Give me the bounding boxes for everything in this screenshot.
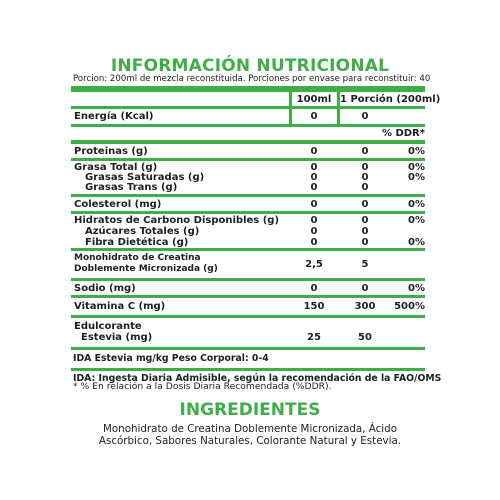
- row-value-100ml: 0: [310, 199, 318, 210]
- ddr-header: % DDR*: [381, 128, 425, 139]
- nutrition-table: [71, 86, 442, 384]
- row-label: Energía (Kcal): [74, 111, 154, 122]
- row-value-ddr: 0%: [408, 146, 425, 157]
- divider: [71, 248, 425, 251]
- row-value-100ml: 25: [307, 332, 321, 343]
- row-value-100ml: 0: [310, 283, 318, 294]
- row-value-serving: 0: [361, 215, 369, 226]
- row-value-100ml: 0: [310, 215, 318, 226]
- row-value-100ml: 0: [310, 226, 318, 237]
- ida-definition-note: IDA: Ingesta Diaria Admisible, según la recomendación de la FAO/OMS: [73, 373, 442, 384]
- row-label: Hidratos de Carbono Disponibles (g): [74, 215, 280, 226]
- divider: [71, 158, 425, 161]
- row-value-100ml: 0: [310, 146, 318, 157]
- row-label: Grasas Saturadas (g): [85, 172, 205, 183]
- divider: [71, 368, 425, 371]
- row-value-ddr: 500%: [394, 301, 425, 312]
- row-label: Grasa Total (g): [74, 162, 158, 173]
- column-header-serving: 1 Porción (200ml): [340, 94, 441, 105]
- row-value-serving: 0: [361, 226, 369, 237]
- row-value-100ml: 0: [310, 237, 318, 248]
- row-value-ddr: 0%: [408, 237, 425, 248]
- row-value-ddr: 0%: [408, 172, 425, 183]
- serving-info: Porcion: 200ml de mezcla reconstituida. Porciones por envase para reconstituir: 40: [73, 74, 431, 84]
- row-label: Azúcares Totales (g): [85, 226, 200, 237]
- row-value-100ml: 0: [310, 172, 318, 183]
- row-value-100ml: 0: [310, 182, 318, 193]
- ida-estevia-note: IDA Estevia mg/kg Peso Corporal: 0-4: [73, 353, 269, 364]
- ingredients-line: Monohidrato de Creatina Doblemente Micronizada, Ácido: [102, 423, 397, 435]
- row-label: Colesterol (mg): [74, 199, 162, 210]
- row-label: Vitamina C (mg): [74, 301, 166, 312]
- row-label: Fibra Dietética (g): [85, 237, 189, 248]
- row-value-100ml: 0: [310, 111, 318, 122]
- divider: [71, 194, 425, 197]
- row-label-line2: Estevia (mg): [81, 332, 153, 343]
- row-value-serving: 0: [361, 172, 369, 183]
- row-label: Sodio (mg): [74, 283, 136, 294]
- row-value-serving: 5: [361, 259, 369, 270]
- row-value-100ml: 0: [310, 162, 318, 173]
- column-header-100ml: 100ml: [296, 94, 332, 105]
- row-value-serving: 0: [361, 182, 369, 193]
- divider: [71, 315, 425, 318]
- row-value-serving: 0: [361, 146, 369, 157]
- row-label: Monohidrato de Creatina: [74, 253, 201, 263]
- divider: [71, 211, 425, 214]
- nutrition-title: INFORMACIÓN NUTRICIONAL: [110, 56, 390, 76]
- divider: [71, 295, 425, 298]
- divider: [71, 347, 425, 350]
- ingredients-line: Ascórbico, Sabores Naturales, Colorante Natural y Estevia.: [98, 435, 402, 447]
- row-value-100ml: 150: [303, 301, 325, 312]
- row-value-100ml: 2,5: [305, 259, 323, 270]
- row-value-serving: 0: [361, 162, 369, 173]
- row-value-serving: 0: [361, 199, 369, 210]
- row-value-ddr: 0%: [408, 215, 425, 226]
- divider: [71, 106, 425, 109]
- ingredients-text: [0, 423, 500, 447]
- row-label: Proteinas (g): [74, 146, 148, 157]
- table-top-border: [71, 86, 425, 92]
- row-value-serving: 0: [361, 237, 369, 248]
- row-label-line2: Doblemente Micronizada (g): [74, 264, 218, 274]
- divider: [71, 140, 425, 144]
- ingredients-title: INGREDIENTES: [179, 400, 321, 420]
- row-label: Edulcorante: [74, 321, 142, 332]
- divider: [71, 124, 425, 127]
- row-value-ddr: 0%: [408, 283, 425, 294]
- row-value-serving: 50: [358, 332, 372, 343]
- row-value-ddr: 0%: [408, 199, 425, 210]
- divider: [71, 278, 425, 281]
- row-value-serving: 300: [354, 301, 376, 312]
- row-value-ddr: 0%: [408, 162, 425, 173]
- row-value-serving: 0: [361, 283, 369, 294]
- row-value-serving: 0: [361, 111, 369, 122]
- ddr-footnote: * % En relación a la Dosis Diaria Recomendada (%DDR).: [73, 381, 332, 392]
- row-label: Grasas Trans (g): [85, 182, 178, 193]
